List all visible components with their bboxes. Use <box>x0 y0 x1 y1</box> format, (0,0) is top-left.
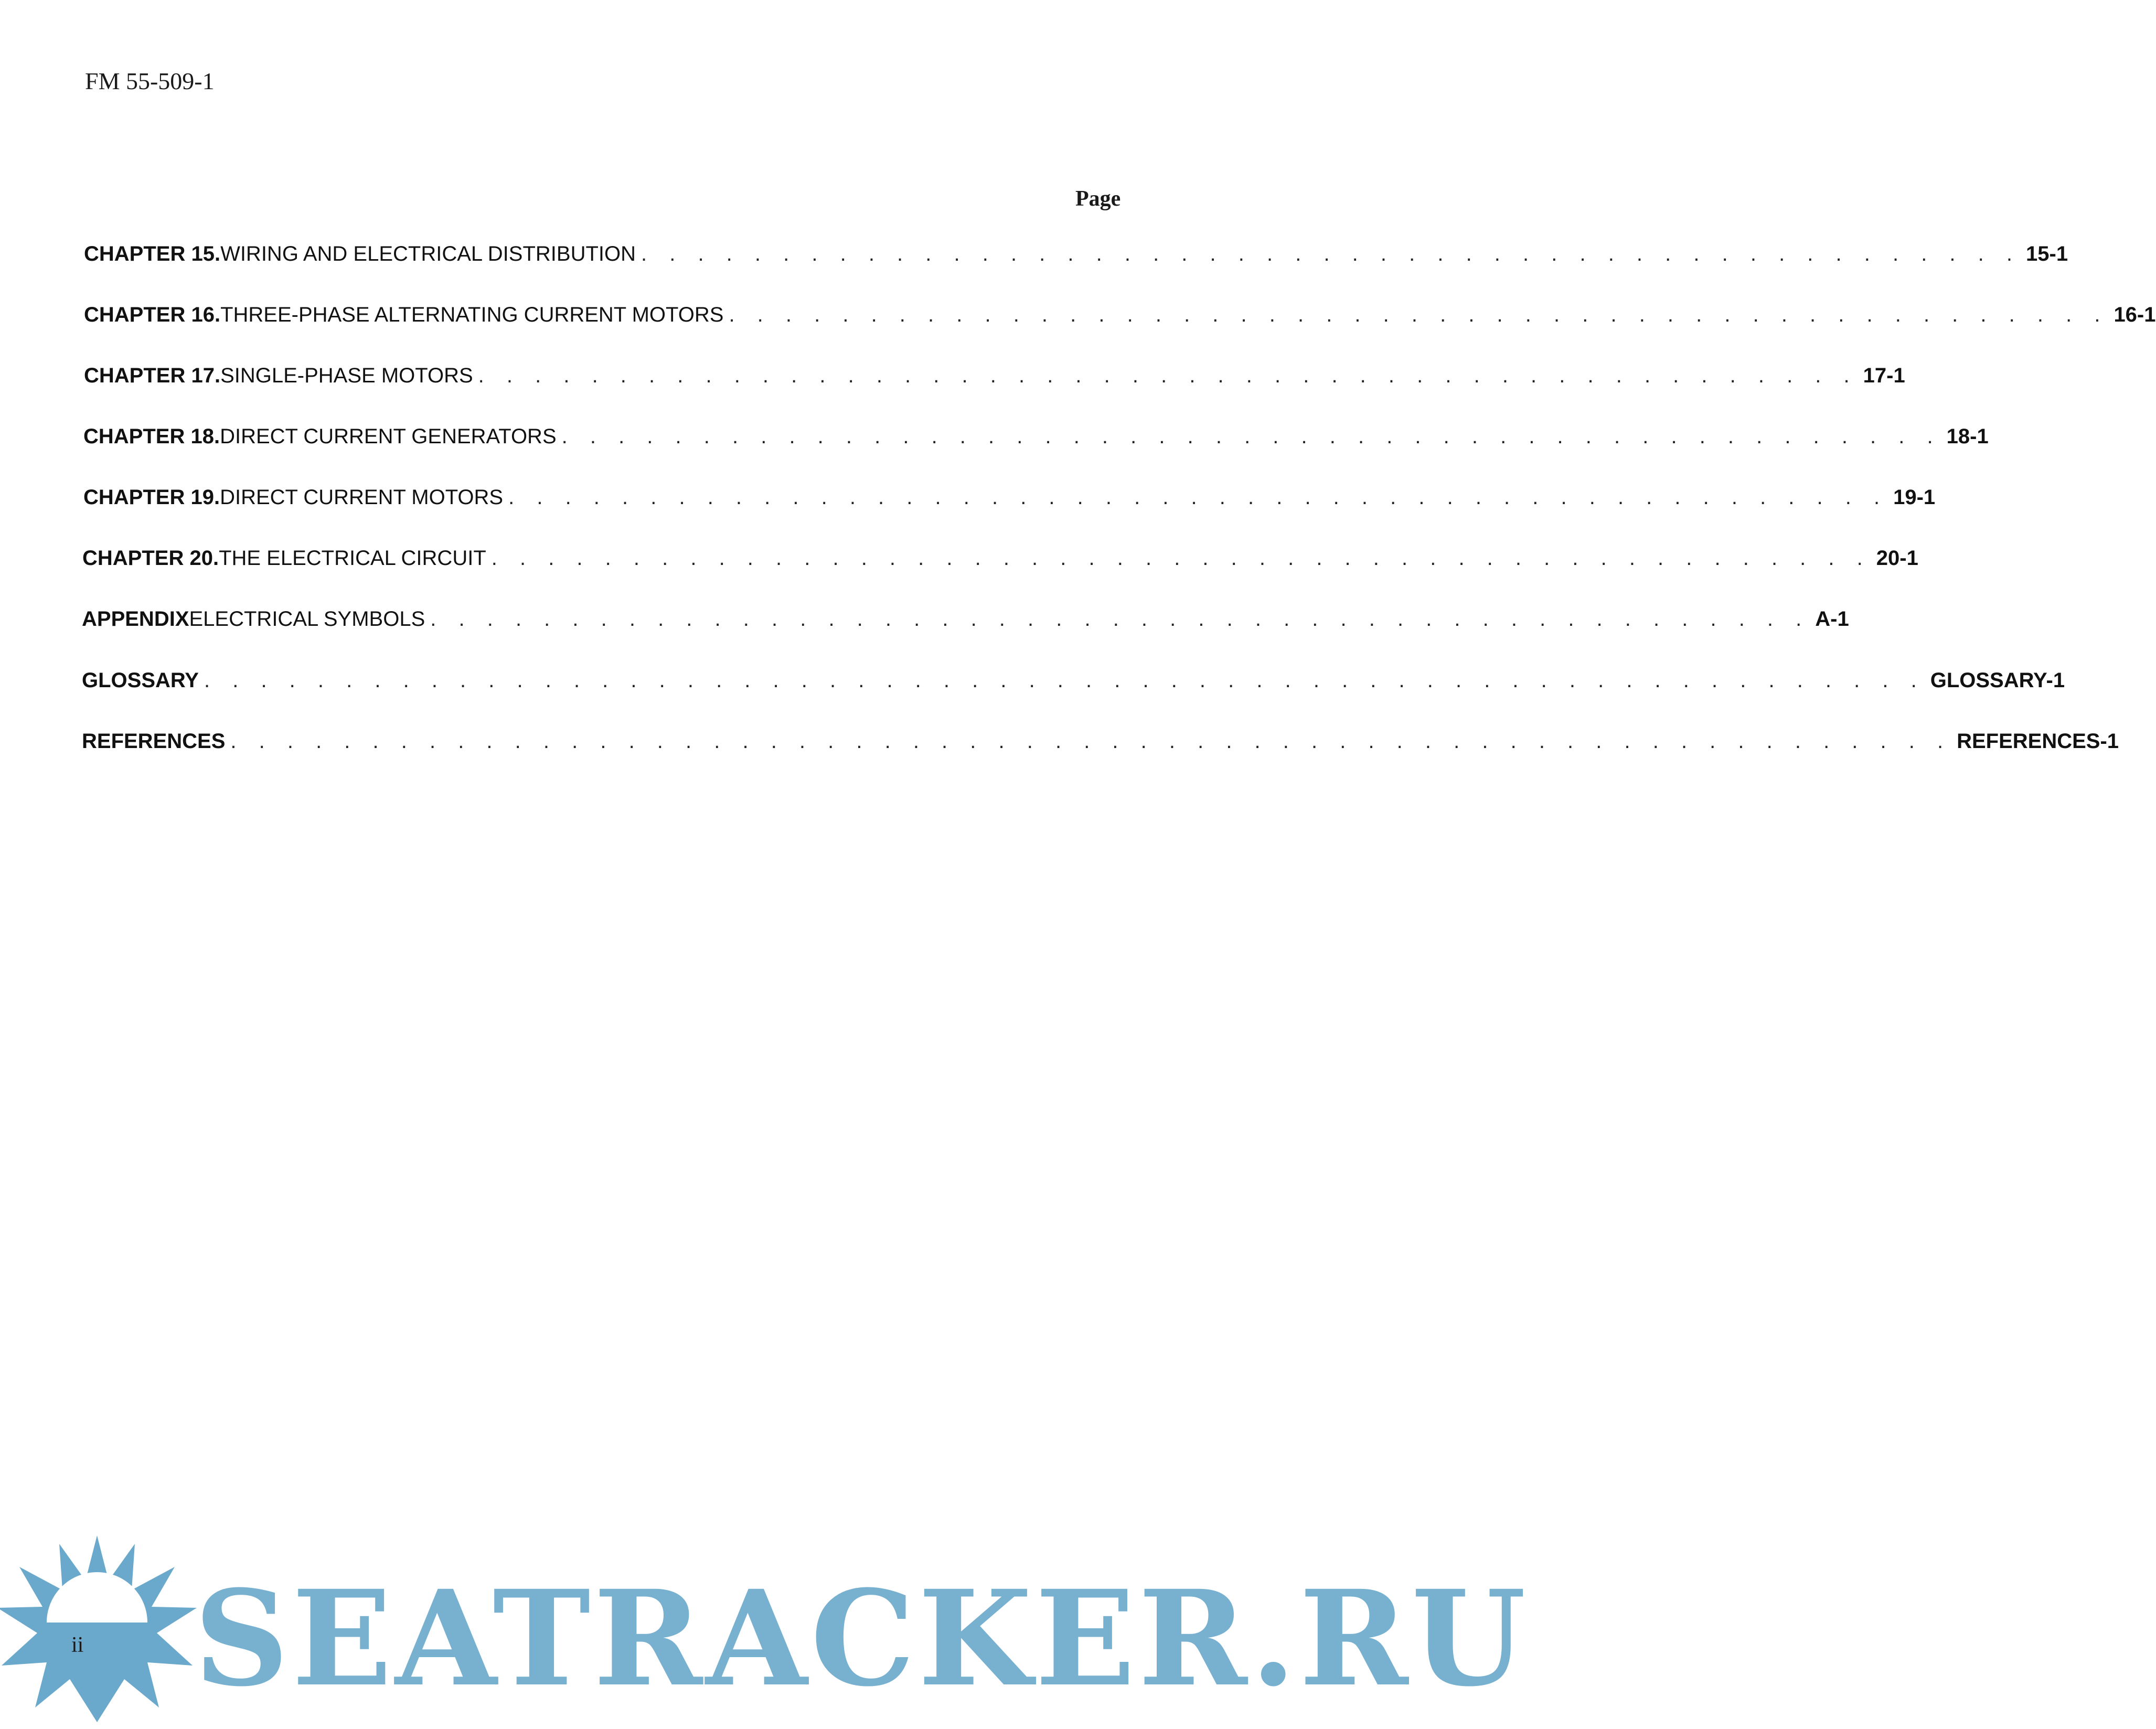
toc-entry-label: CHAPTER 18. <box>83 425 220 448</box>
toc-entry-page: 15-1 <box>2026 242 2068 265</box>
dot-leader: . . . . . . . . . . . . . . . . . . . . . . . . . . . . . . . . . . . . . . . . . . . . . . . . . <box>478 364 1858 387</box>
toc-entry-label: GLOSSARY <box>82 669 199 692</box>
toc-entry-title: WIRING AND ELECTRICAL DISTRIBUTION <box>220 242 636 265</box>
toc-entry-label: CHAPTER 15. <box>84 242 221 265</box>
toc-entry-chapter-20[interactable] <box>82 547 1918 578</box>
toc-entry-page: REFERENCES-1 <box>1957 730 2119 753</box>
toc-entry-chapter-17[interactable] <box>84 364 1905 396</box>
dot-leader: . . . . . . . . . . . . . . . . . . . . . . . . . . . . . . . . . . . . . . . . . . . . . . . . . . . . . . . . . . . . . <box>204 669 1925 692</box>
toc-entry-title: DIRECT CURRENT MOTORS <box>220 486 504 509</box>
sun-burst-icon <box>0 1532 205 1726</box>
dot-leader: . . . . . . . . . . . . . . . . . . . . . . . . . . . . . . . . . . . . . . . . . . . . . . . . . <box>491 547 1871 570</box>
page-number: ii <box>71 1633 84 1657</box>
dot-leader: . . . . . . . . . . . . . . . . . . . . . . . . . . . . . . . . . . . . . . . . . . . . . . . . . . . . . . . . . . . . . <box>230 730 1952 753</box>
toc-entry-label: APPENDIX <box>82 607 189 631</box>
toc-entry-glossary[interactable] <box>82 669 2065 700</box>
toc-entry-title: THREE-PHASE ALTERNATING CURRENT MOTORS <box>220 303 724 326</box>
dot-leader: . . . . . . . . . . . . . . . . . . . . . . . . . . . . . . . . . . . . . . . . . . . . . . . . . <box>641 242 2021 265</box>
toc-entry-title: SINGLE-PHASE MOTORS <box>220 364 473 387</box>
toc-entry-page: A-1 <box>1815 607 1849 631</box>
toc-entry-references[interactable] <box>82 730 2119 761</box>
toc-entry-label: CHAPTER 20. <box>82 547 219 570</box>
dot-leader: . . . . . . . . . . . . . . . . . . . . . . . . . . . . . . . . . . . . . . . . . . . . . . . . . <box>508 486 1888 509</box>
toc-entry-chapter-16[interactable] <box>84 303 2156 335</box>
toc-entry-chapter-18[interactable] <box>83 425 1989 456</box>
page-column-heading: Page <box>1075 187 1121 211</box>
toc-entry-label: CHAPTER 19. <box>83 486 220 509</box>
toc-entry-chapter-19[interactable] <box>83 486 1936 517</box>
dot-leader: . . . . . . . . . . . . . . . . . . . . . . . . . . . . . . . . . . . . . . . . . . . . . . . . . <box>430 607 1810 631</box>
toc-entry-page: 20-1 <box>1876 547 1918 570</box>
dot-leader: . . . . . . . . . . . . . . . . . . . . . . . . . . . . . . . . . . . . . . . . . . . . . . . . . <box>729 303 2109 326</box>
document-id: FM 55-509-1 <box>85 68 215 94</box>
toc-entry-page: 17-1 <box>1863 364 1905 387</box>
toc-entry-appendix[interactable] <box>82 607 1849 639</box>
toc-entry-page: 18-1 <box>1946 425 1989 448</box>
toc-entry-label: REFERENCES <box>82 730 226 753</box>
toc-entry-page: GLOSSARY-1 <box>1930 669 2065 692</box>
watermark-text: SEATRACKER.RU <box>194 1561 1529 1715</box>
toc-entry-chapter-15[interactable] <box>84 242 2068 274</box>
toc-entry-title: THE ELECTRICAL CIRCUIT <box>219 547 486 570</box>
toc-entry-page: 19-1 <box>1893 486 1936 509</box>
toc-entry-label: CHAPTER 16. <box>84 303 221 326</box>
toc-entry-title: DIRECT CURRENT GENERATORS <box>220 425 557 448</box>
toc-entry-title: ELECTRICAL SYMBOLS <box>189 607 425 631</box>
dot-leader: . . . . . . . . . . . . . . . . . . . . . . . . . . . . . . . . . . . . . . . . . . . . . . . . . <box>561 425 1941 448</box>
toc-entry-label: CHAPTER 17. <box>84 364 221 387</box>
toc-entry-page: 16-1 <box>2114 303 2156 326</box>
